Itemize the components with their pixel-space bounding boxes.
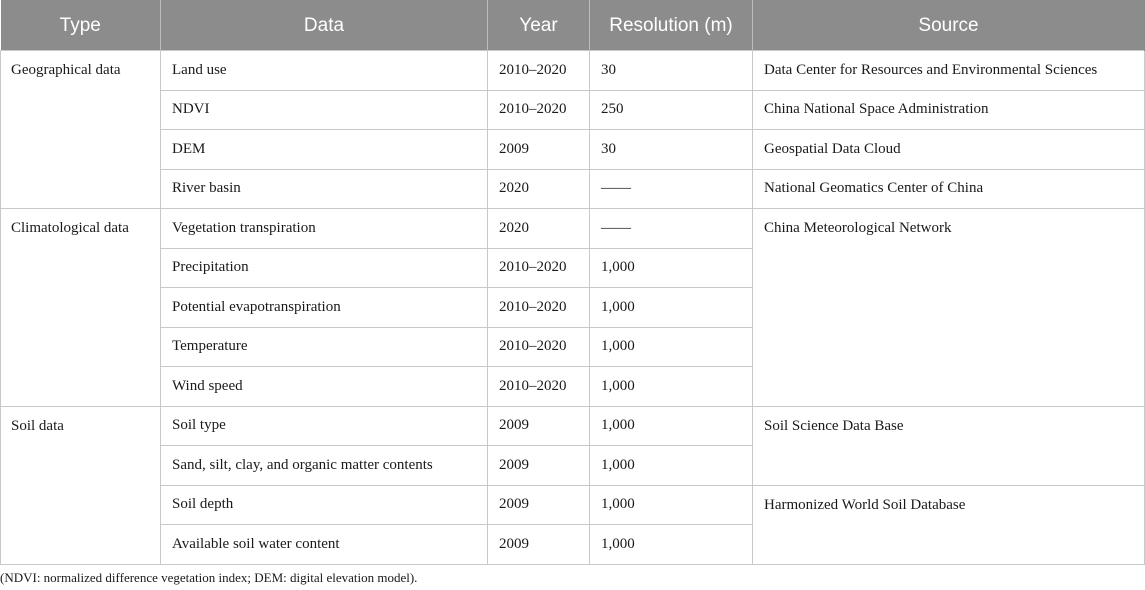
year-cell: 2020: [488, 209, 590, 249]
data-cell: NDVI: [161, 90, 488, 130]
resolution-cell: 1,000: [590, 446, 753, 486]
data-cell: Vegetation transpiration: [161, 209, 488, 249]
source-cell-hwsd: Harmonized World Soil Database: [753, 485, 1145, 564]
data-cell: Soil depth: [161, 485, 488, 525]
year-cell: 2010–2020: [488, 51, 590, 91]
year-cell: 2010–2020: [488, 90, 590, 130]
resolution-cell: 1,000: [590, 327, 753, 367]
table-row: [1, 406, 1145, 446]
resolution-cell: 1,000: [590, 248, 753, 288]
year-cell: 2010–2020: [488, 327, 590, 367]
year-cell: 2010–2020: [488, 248, 590, 288]
resolution-cell: 30: [590, 130, 753, 170]
data-cell: Temperature: [161, 327, 488, 367]
table-footnote: (NDVI: normalized difference vegetation index; DEM: digital elevation model).: [0, 570, 418, 585]
source-cell: National Geomatics Center of China: [753, 169, 1145, 209]
source-cell: China National Space Administration: [753, 90, 1145, 130]
type-cell-geographical: Geographical data: [1, 51, 161, 209]
resolution-cell: 1,000: [590, 485, 753, 525]
table-row: [1, 169, 1145, 209]
header-type: Type: [1, 1, 161, 51]
year-cell: 2010–2020: [488, 288, 590, 328]
source-cell: Data Center for Resources and Environmental Sciences: [753, 51, 1145, 91]
table-row: [1, 485, 1145, 525]
resolution-cell: 1,000: [590, 367, 753, 407]
resolution-cell: 30: [590, 51, 753, 91]
header-data: Data: [161, 1, 488, 51]
year-cell: 2009: [488, 446, 590, 486]
data-cell: Wind speed: [161, 367, 488, 407]
source-cell-climatological: China Meteorological Network: [753, 209, 1145, 407]
source-cell: Geospatial Data Cloud: [753, 130, 1145, 170]
data-cell: Available soil water content: [161, 525, 488, 565]
resolution-cell: ——: [590, 209, 753, 249]
year-cell: 2010–2020: [488, 367, 590, 407]
header-source: Source: [753, 1, 1145, 51]
data-cell: Potential evapotranspiration: [161, 288, 488, 328]
year-cell: 2009: [488, 130, 590, 170]
resolution-cell: 1,000: [590, 525, 753, 565]
header-row: [1, 1, 1145, 51]
data-cell: Sand, silt, clay, and organic matter contents: [161, 446, 488, 486]
data-cell: Soil type: [161, 406, 488, 446]
header-year: Year: [488, 1, 590, 51]
year-cell: 2009: [488, 485, 590, 525]
year-cell: 2009: [488, 525, 590, 565]
year-cell: 2009: [488, 406, 590, 446]
year-cell: 2020: [488, 169, 590, 209]
data-cell: DEM: [161, 130, 488, 170]
source-cell-soil-science: Soil Science Data Base: [753, 406, 1145, 485]
data-cell: Land use: [161, 51, 488, 91]
resolution-cell: 1,000: [590, 406, 753, 446]
resolution-cell: 1,000: [590, 288, 753, 328]
data-cell: River basin: [161, 169, 488, 209]
header-resolution: Resolution (m): [590, 1, 753, 51]
table-row: [1, 51, 1145, 91]
table-row: [1, 209, 1145, 249]
resolution-cell: ——: [590, 169, 753, 209]
data-cell: Precipitation: [161, 248, 488, 288]
table-row: [1, 130, 1145, 170]
type-cell-soil: Soil data: [1, 406, 161, 564]
table-row: [1, 90, 1145, 130]
type-cell-climatological: Climatological data: [1, 209, 161, 407]
resolution-cell: 250: [590, 90, 753, 130]
